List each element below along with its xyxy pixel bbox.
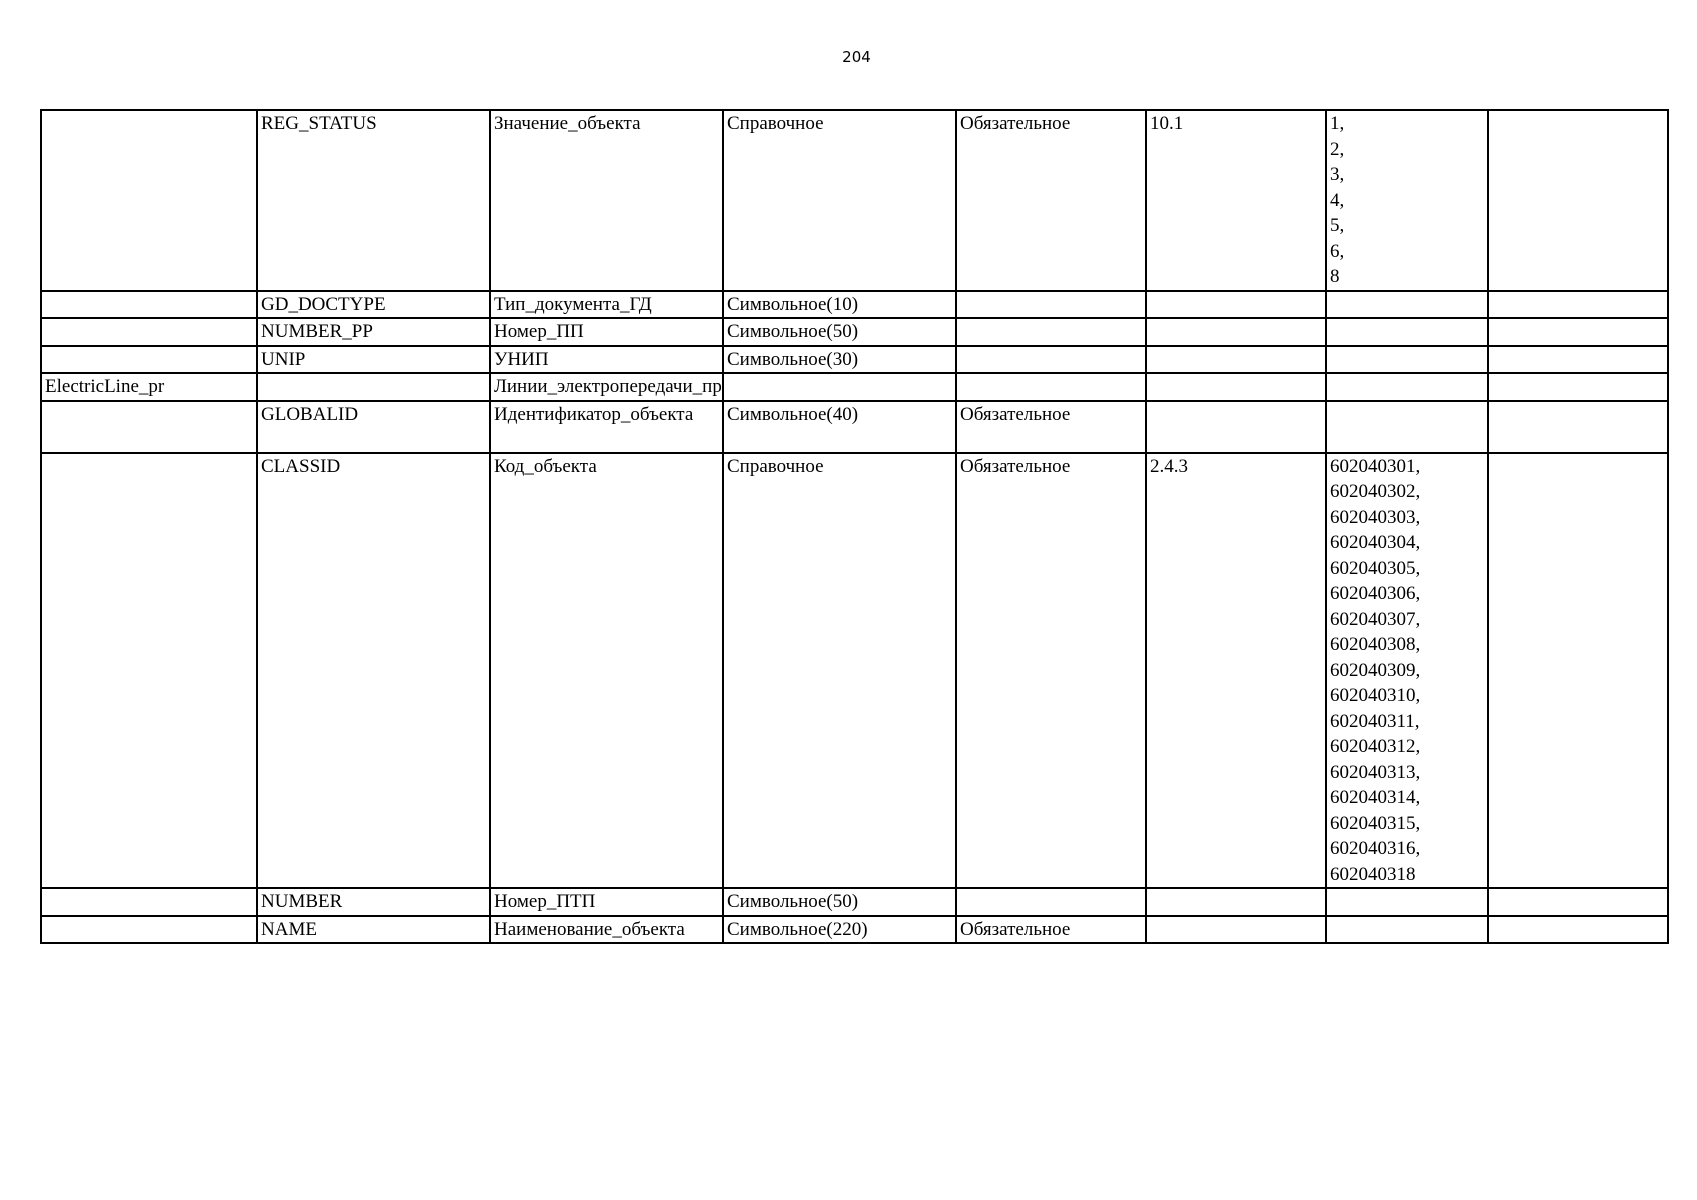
allowed-value: 3, [1330, 164, 1345, 185]
layer-cell [41, 888, 257, 916]
alias-cell: Номер_ПП [490, 318, 723, 346]
table-row [41, 346, 1668, 374]
alias-cell: Тип_документа_ГД [490, 291, 723, 319]
allowed-value: 5, [1330, 215, 1345, 236]
alias-cell: УНИП [490, 346, 723, 374]
note-cell [1488, 346, 1668, 374]
values-cell [1326, 291, 1488, 319]
table-row [41, 916, 1668, 944]
note-cell [1488, 291, 1668, 319]
allowed-value: 602040313, [1330, 761, 1421, 783]
reference-cell [1146, 373, 1326, 401]
reference-cell [1146, 401, 1326, 453]
table-row [41, 291, 1668, 319]
type-cell: Символьное(50) [723, 318, 956, 346]
field-name-cell: GD_DOCTYPE [257, 291, 490, 319]
reference-cell: 2.4.3 [1146, 453, 1326, 889]
required-cell [956, 318, 1146, 346]
values-cell [1326, 453, 1488, 889]
alias-cell: Наименование_объекта [490, 916, 723, 944]
allowed-value: 602040302, [1330, 481, 1421, 502]
note-cell [1488, 453, 1668, 889]
allowed-value: 602040306, [1330, 583, 1421, 604]
allowed-value: 602040315, [1330, 812, 1421, 834]
reference-cell [1146, 318, 1326, 346]
note-cell [1488, 110, 1668, 291]
values-cell [1326, 110, 1488, 291]
values-cell [1326, 916, 1488, 944]
allowed-value: 602040311, [1330, 710, 1420, 732]
allowed-value: 1, [1330, 113, 1345, 134]
required-cell: Обязательное [956, 453, 1146, 889]
note-cell [1488, 401, 1668, 453]
layer-cell [41, 110, 257, 291]
type-cell: Символьное(50) [723, 888, 956, 916]
allowed-value: 602040310, [1330, 685, 1421, 706]
note-cell [1488, 318, 1668, 346]
layer-cell [41, 318, 257, 346]
field-name-cell: CLASSID [257, 453, 490, 889]
allowed-value: 602040305, [1330, 557, 1421, 579]
attribute-table [40, 109, 1669, 944]
values-cell [1326, 318, 1488, 346]
reference-cell [1146, 888, 1326, 916]
layer-cell [41, 401, 257, 453]
alias-cell: Код_объекта [490, 453, 723, 889]
allowed-value: 2, [1330, 138, 1345, 160]
allowed-value: 602040318 [1330, 863, 1416, 885]
table-row [41, 888, 1668, 916]
allowed-value: 4, [1330, 189, 1345, 211]
required-cell [956, 888, 1146, 916]
allowed-value: 6, [1330, 240, 1345, 262]
alias-cell: Линии_электропередачи_пр [490, 373, 723, 401]
required-cell [956, 373, 1146, 401]
field-name-cell: NUMBER_PP [257, 318, 490, 346]
layer-cell [41, 346, 257, 374]
table-row [41, 373, 1668, 401]
allowed-value: 602040308, [1330, 634, 1421, 655]
required-cell: Обязательное [956, 916, 1146, 944]
reference-cell: 10.1 [1146, 110, 1326, 291]
type-cell: Справочное [723, 453, 956, 889]
reference-cell [1146, 291, 1326, 319]
layer-cell [41, 916, 257, 944]
field-name-cell [257, 373, 490, 401]
reference-cell [1146, 346, 1326, 374]
layer-cell [41, 291, 257, 319]
alias-cell: Значение_объекта [490, 110, 723, 291]
allowed-value: 602040312, [1330, 736, 1421, 757]
type-cell [723, 373, 956, 401]
type-cell: Символьное(10) [723, 291, 956, 319]
note-cell [1488, 888, 1668, 916]
allowed-value: 602040304, [1330, 532, 1421, 553]
values-cell [1326, 346, 1488, 374]
allowed-value: 602040301, [1330, 455, 1421, 477]
type-cell: Символьное(40) [723, 401, 956, 453]
layer-cell [41, 453, 257, 889]
allowed-value: 8 [1330, 266, 1340, 287]
values-cell [1326, 888, 1488, 916]
note-cell [1488, 916, 1668, 944]
allowed-value: 602040303, [1330, 506, 1421, 528]
required-cell [956, 346, 1146, 374]
field-name-cell: NUMBER [257, 888, 490, 916]
required-cell: Обязательное [956, 110, 1146, 291]
field-name-cell: UNIP [257, 346, 490, 374]
reference-cell [1146, 916, 1326, 944]
page-number: 204 [842, 48, 871, 66]
table-row [41, 110, 1668, 291]
type-cell: Справочное [723, 110, 956, 291]
field-name-cell: REG_STATUS [257, 110, 490, 291]
field-name-cell: NAME [257, 916, 490, 944]
allowed-value: 602040309, [1330, 659, 1421, 681]
values-cell [1326, 373, 1488, 401]
table-row [41, 318, 1668, 346]
table-row [41, 401, 1668, 453]
allowed-value: 602040307, [1330, 608, 1421, 630]
allowed-value: 602040316, [1330, 838, 1421, 859]
required-cell [956, 291, 1146, 319]
alias-cell: Номер_ПТП [490, 888, 723, 916]
table-row [41, 453, 1668, 889]
note-cell [1488, 373, 1668, 401]
layer-cell: ElectricLine_pr [41, 373, 257, 401]
type-cell: Символьное(220) [723, 916, 956, 944]
required-cell: Обязательное [956, 401, 1146, 453]
field-name-cell: GLOBALID [257, 401, 490, 453]
type-cell: Символьное(30) [723, 346, 956, 374]
values-cell [1326, 401, 1488, 453]
allowed-value: 602040314, [1330, 787, 1421, 808]
alias-cell: Идентификатор_объекта [490, 401, 723, 453]
